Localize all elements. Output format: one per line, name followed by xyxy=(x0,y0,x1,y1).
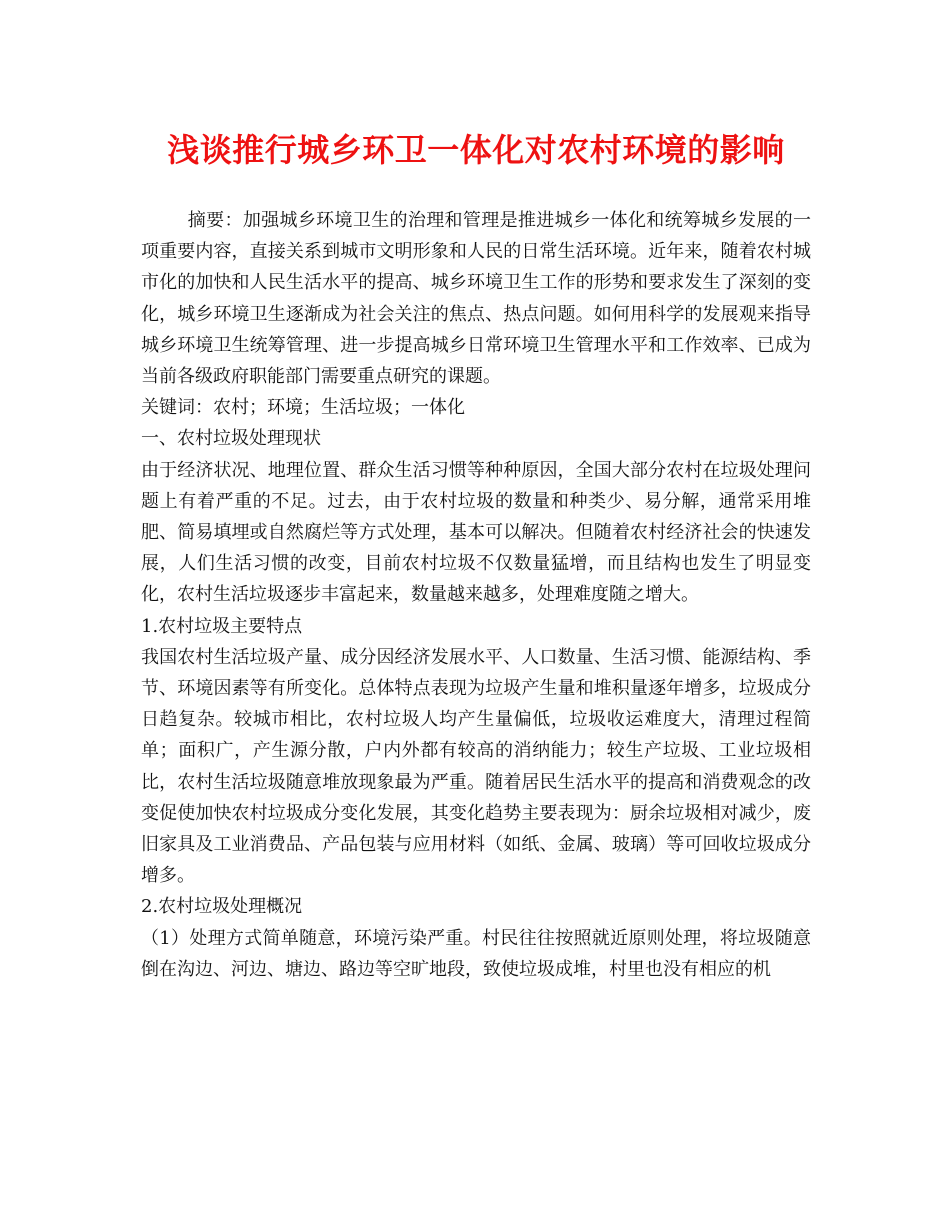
section-heading-1: 一、农村垃圾处理现状 xyxy=(141,428,321,450)
abstract-paragraph: 摘要：加强城乡环境卫生的治理和管理是推进城乡一体化和统筹城乡发展的一项重要内容，直接关系到城市文明形象和人民的日常生活环境。近年来，随着农村城市化的加快和人民生活水平的提高、城乡环境卫生工作的形势和要求发生了深刻的变化，城乡环境卫生逐渐成为社会关注的焦点、热点问题。如何用科学的发展观来指导城乡环境卫生统筹管理、进一步提高城乡日常环境卫生管理水平和工作效率、已成为当前各级政府职能部门需要重点研究的课题。 xyxy=(141,210,811,388)
document-body xyxy=(141,205,811,985)
subsection-heading-2: 2.农村垃圾处理概况 xyxy=(141,896,303,918)
document-title: 浅谈推行城乡环卫一体化对农村环境的影响 xyxy=(167,131,785,169)
body-paragraph: 我国农村生活垃圾产量、成分因经济发展水平、人口数量、生活习惯、能源结构、季节、环境因素等有所变化。总体特点表现为垃圾产生量和堆积量逐年增多，垃圾成分日趋复杂。较城市相比，农村垃圾人均产生量偏低，垃圾收运难度大，清理过程简单；面积广，产生源分散，户内外都有较高的消纳能力；较生产垃圾、工业垃圾相比，农村生活垃圾随意堆放现象最为严重。随着居民生活水平的提高和消费观念的改变促使加快农村垃圾成分变化发展，其变化趋势主要表现为：厨余垃圾相对减少，废旧家具及工业消费品、产品包装与应用材料（如纸、金属、玻璃）等可回收垃圾成分增多。 xyxy=(141,646,811,887)
body-paragraph: 由于经济状况、地理位置、群众生活习惯等种种原因，全国大部分农村在垃圾处理问题上有着严重的不足。过去，由于农村垃圾的数量和种类少、易分解，通常采用堆肥、简易填埋或自然腐烂等方式处理，基本可以解决。但随着农村经济社会的快速发展，人们生活习惯的改变，目前农村垃圾不仅数量猛增，而且结构也发生了明显变化，农村生活垃圾逐步丰富起来，数量越来越多，处理难度随之增大。 xyxy=(141,459,811,606)
document-page xyxy=(141,126,811,985)
keywords-line: 关键词：农村；环境；生活垃圾；一体化 xyxy=(141,397,465,419)
body-paragraph: （1）处理方式简单随意，环境污染严重。村民往往按照就近原则处理，将垃圾随意倒在沟边、河边、塘边、路边等空旷地段，致使垃圾成堆，村里也没有相应的机 xyxy=(141,927,811,980)
subsection-heading-1: 1.农村垃圾主要特点 xyxy=(141,615,303,637)
